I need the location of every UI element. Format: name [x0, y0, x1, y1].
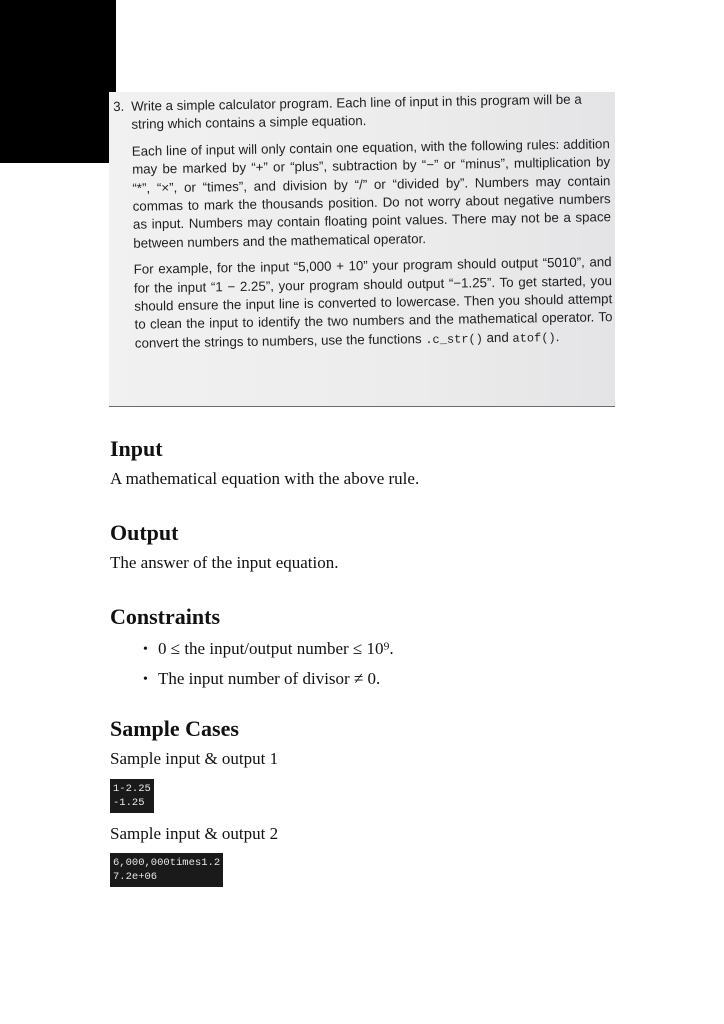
sample2-output: 7.2e+06	[113, 871, 158, 883]
output-heading: Output	[110, 520, 179, 545]
problem-lead-row	[113, 90, 610, 135]
sample-cases-heading: Sample Cases	[110, 716, 239, 741]
constraint-text: The input number of divisor ≠ 0.	[158, 669, 381, 688]
problem-lead-text: Write a simple calculator program. Each line of input in this program will be a string which contains a simple equation.	[131, 91, 582, 133]
constraint-item	[143, 664, 394, 694]
sample1-label: Sample input & output 1	[110, 749, 279, 768]
problem-number: 3.	[113, 98, 125, 114]
constraints-list	[143, 634, 394, 694]
constraint-item	[143, 634, 394, 664]
input-text: A mathematical equation with the above rule.	[110, 469, 420, 488]
rules-paragraph: Each line of input will only contain one equation, with the following rules: addition may be marked by “+” or “plus”, subtraction by “−” or “minus”, multiplication by “*”, “×”, or “times”, and division by “/” or “divided by”. Numbers may contain commas to mark the thousands position. Do not worry about negative numbers as input. Numbers may contain floating point values. There may not be a space between numbers and the mathematical operator.	[131, 136, 612, 251]
function-cstr: .c_str()	[425, 332, 484, 347]
input-heading: Input	[110, 436, 163, 461]
example-paragraph	[134, 253, 613, 354]
sample1-input: 1-2.25	[113, 783, 151, 795]
sample2-label: Sample input & output 2	[110, 824, 279, 843]
constraint-text: 0 ≤ the input/output number ≤ 10⁹.	[158, 639, 394, 658]
sample1-code-block	[110, 779, 154, 813]
example-text: For example, for the input “5,000 + 10” your program should output “5010”, and for the input “1 − 2.25”, your program should output “−1.25”. To get started, you should ensure the input line is converted to lowercase. Then you should attempt to clean the input to identify the two numbers and the mathematical operator. To convert the strings to numbers, use the functions	[133, 254, 613, 351]
scanned-problem-image	[109, 92, 615, 407]
function-atof: atof()	[512, 330, 556, 346]
output-text: The answer of the input equation.	[110, 553, 339, 572]
period: .	[555, 328, 560, 344]
sample2-code-block	[110, 853, 223, 887]
scan-black-corner	[0, 0, 116, 163]
bullet-symbol: •	[143, 642, 148, 657]
bullet-symbol: •	[143, 672, 148, 687]
sample2-input: 6,000,000times1.2	[113, 857, 221, 869]
sample1-output: -1.25	[113, 797, 145, 809]
constraints-heading: Constraints	[110, 604, 221, 629]
and-word: and	[482, 329, 513, 346]
